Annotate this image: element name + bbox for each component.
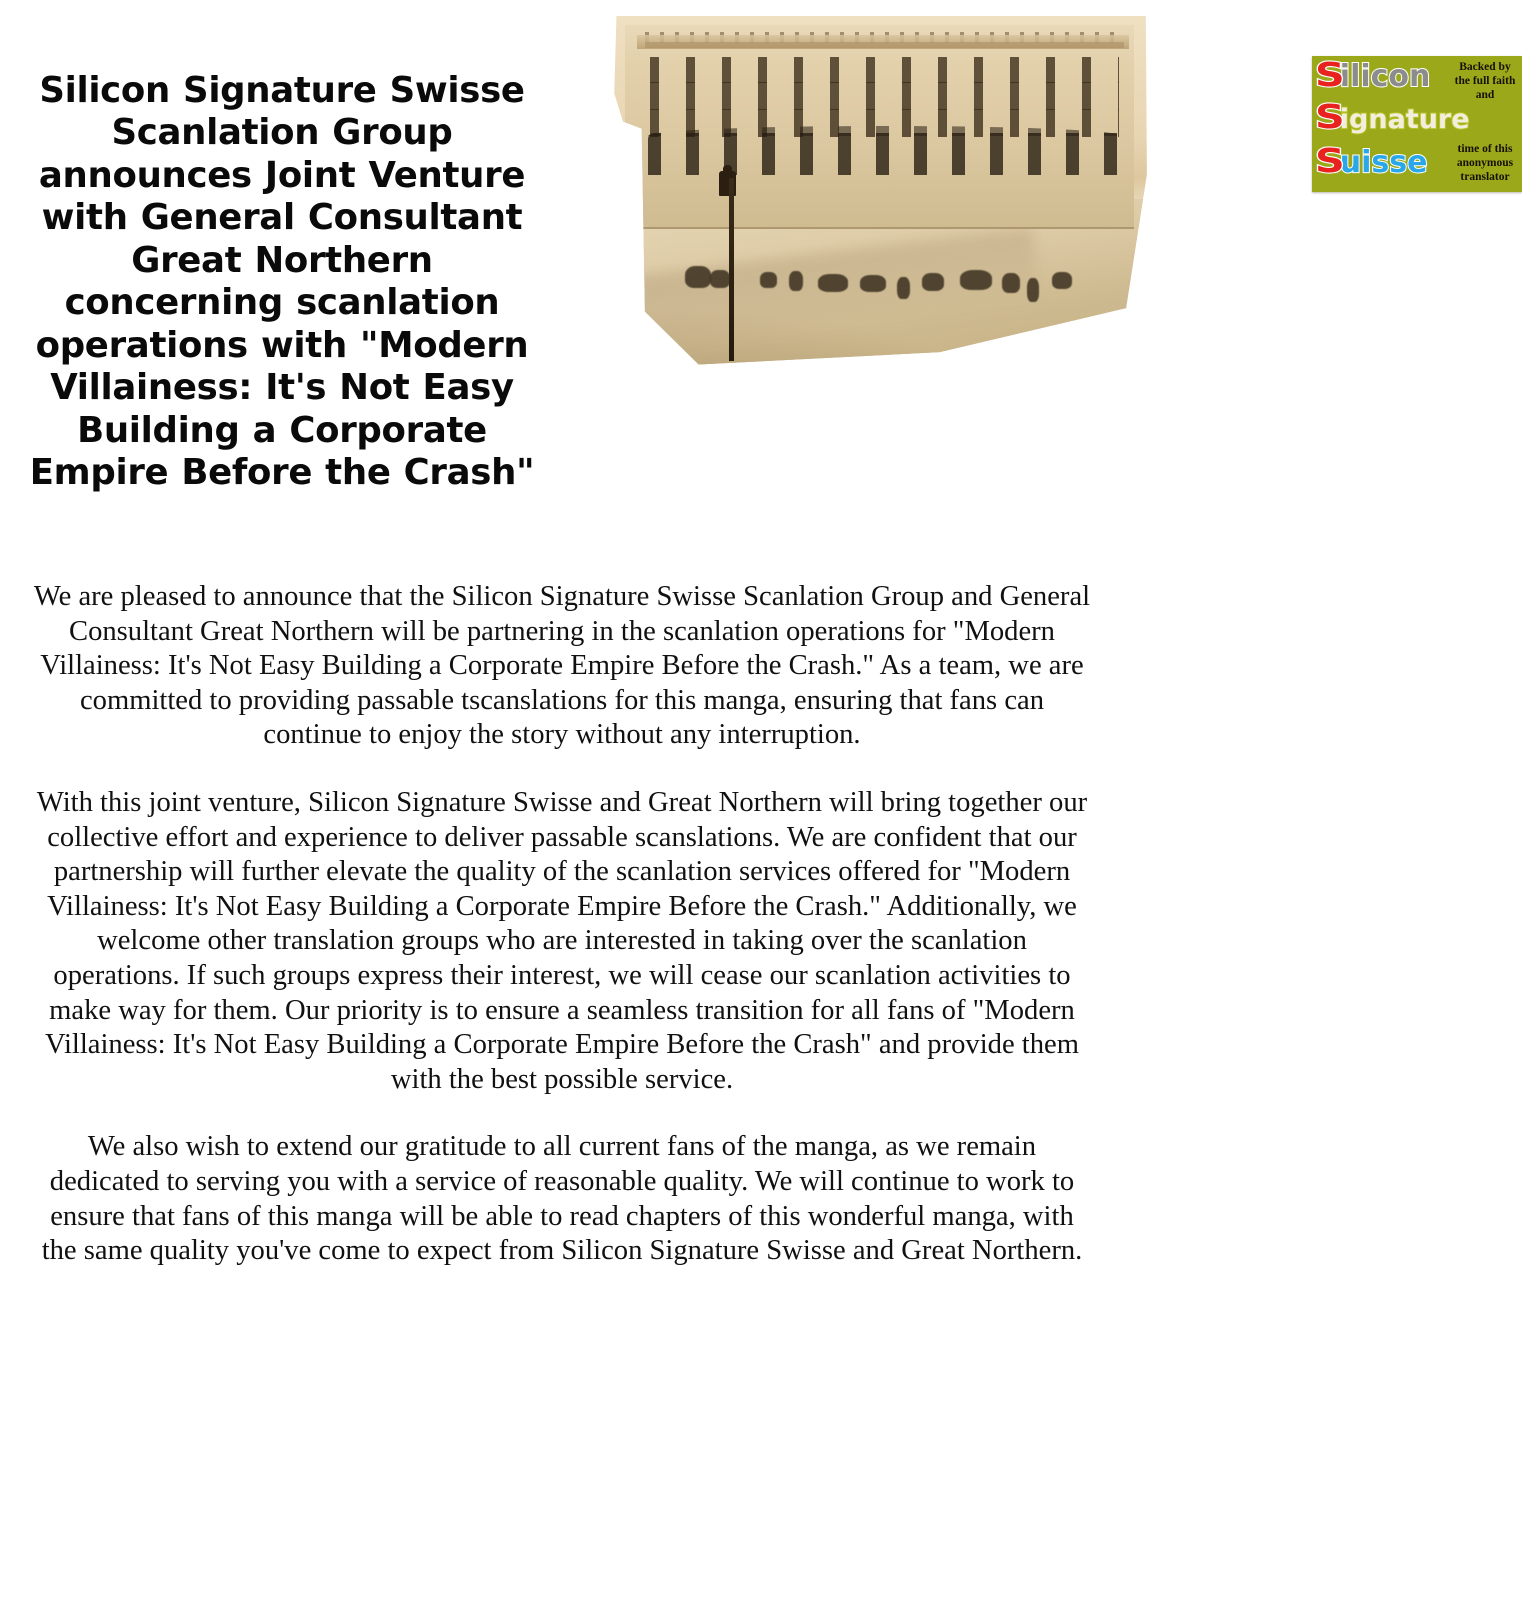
photo-window-row [650, 57, 1119, 83]
body-paragraph: We also wish to extend our gratitude to all current fans of the manga, as we remain dedicated to serving you with a service of reasonable quality. We will continue to work to ensure that fans of this manga will be able to read chapters of this wonderful manga, with the same quality you've come to expect from Silicon Signature Swisse and Great Northern. [41, 1131, 1083, 1267]
banner-logo-mark-s: S [1315, 97, 1340, 136]
announcement-body [32, 580, 1092, 1269]
photo-cornice-lower [645, 42, 1124, 48]
photo-ground-arcade [648, 133, 1122, 175]
banner-logo [1315, 55, 1470, 190]
banner-logo-mark-s: S [1315, 141, 1340, 180]
banner-logo-line-silicon [1315, 55, 1431, 94]
banner-logo-line-signature [1315, 97, 1470, 136]
photo-window-row [650, 82, 1119, 110]
header-section [0, 0, 1516, 545]
photo-crowd-silhouettes [677, 262, 1093, 298]
banner-logo-mark-s: S [1315, 55, 1340, 94]
banner-logo-line-suisse [1315, 141, 1428, 180]
body-paragraph: With this joint venture, Silicon Signature Swisse and Great Northern will bring together our collective effort and experience to deliver passable scanslations. We are confident that our partnership will further elevate the quality of the scanlation services offered for "Modern Villainess: It's Not Easy Building a Corporate Empire Before the Crash." Additionally, we welcome other translation groups who are interested in taking over the scanlation operations. If such groups express their interest, we will cease our scanlation activities to make way for them. Our priority is to ensure a seamless transition for all fans of "Modern Villainess: It's Not Easy Building a Corporate Empire Before the Crash" and provide them with the best possible service. [36, 786, 1088, 1095]
body-paragraph: We are pleased to announce that the Silicon Signature Swisse Scanlation Group and General Consultant Great Northern will be partnering in the scanlation operations for "Modern Villainess: It's Not Easy Building a Corporate Empire Before the Crash." As a team, we are committed to providing passable tscanslations for this manga, ensuring that fans can continue to enjoy the story without any interruption. [33, 581, 1091, 751]
photo-clip-region [600, 16, 1148, 368]
banner-tagline-bottom: time of this anonymous translator [1456, 143, 1514, 183]
hero-photo [600, 16, 1516, 368]
banner-logo-word-ignature: ignature [1339, 104, 1470, 135]
banner-tagline-top: Backed by the full faith and [1454, 61, 1516, 101]
banner-logo-word-uisse: uisse [1339, 145, 1428, 180]
photo-building-layer [625, 25, 1135, 229]
page-title: Silicon Signature Swisse Scanlation Group announces Joint Venture with General Consultant Great Northern concerning scanlation operations with "Modern Villainess: It's Not Easy Building a Corporate Empire Before the Crash" [29, 69, 535, 494]
building-banner [1312, 56, 1522, 192]
banner-logo-word-ilicon: ilicon [1339, 59, 1431, 94]
